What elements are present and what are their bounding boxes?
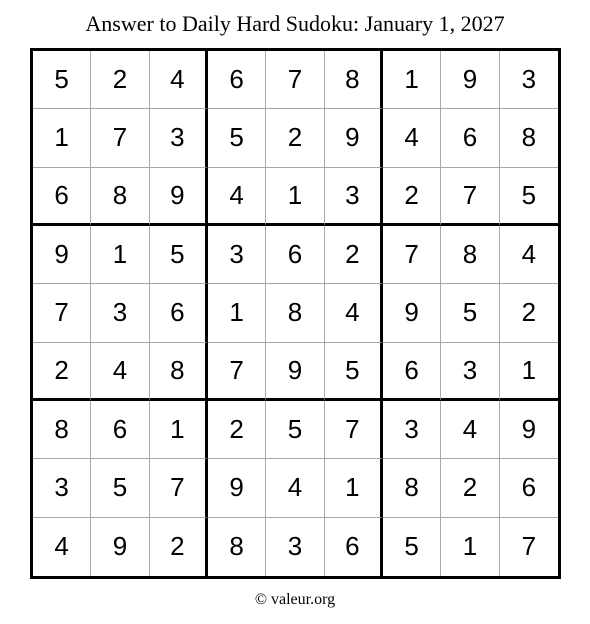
sudoku-cell-r8c8: 2 bbox=[441, 459, 499, 517]
sudoku-cell-r8c3: 7 bbox=[150, 459, 208, 517]
sudoku-cell-r5c5: 8 bbox=[266, 284, 324, 342]
sudoku-cell-r1c1: 5 bbox=[33, 51, 91, 109]
sudoku-cell-r8c2: 5 bbox=[91, 459, 149, 517]
sudoku-cell-r9c5: 3 bbox=[266, 518, 324, 576]
sudoku-cell-r2c9: 8 bbox=[500, 109, 558, 167]
sudoku-cell-r6c2: 4 bbox=[91, 343, 149, 401]
sudoku-cell-r2c7: 4 bbox=[383, 109, 441, 167]
sudoku-cell-r4c5: 6 bbox=[266, 226, 324, 284]
sudoku-cell-r3c6: 3 bbox=[325, 168, 383, 226]
sudoku-cell-r5c4: 1 bbox=[208, 284, 266, 342]
sudoku-cell-r5c6: 4 bbox=[325, 284, 383, 342]
sudoku-cell-r9c2: 9 bbox=[91, 518, 149, 576]
sudoku-cell-r4c8: 8 bbox=[441, 226, 499, 284]
sudoku-cell-r1c9: 3 bbox=[500, 51, 558, 109]
sudoku-cell-r8c4: 9 bbox=[208, 459, 266, 517]
sudoku-cell-r6c7: 6 bbox=[383, 343, 441, 401]
puzzle-title: Answer to Daily Hard Sudoku: January 1, 2027 bbox=[85, 11, 505, 36]
sudoku-cell-r5c8: 5 bbox=[441, 284, 499, 342]
sudoku-cell-r2c6: 9 bbox=[325, 109, 383, 167]
sudoku-cell-r4c4: 3 bbox=[208, 226, 266, 284]
sudoku-cell-r2c3: 3 bbox=[150, 109, 208, 167]
sudoku-cell-r6c5: 9 bbox=[266, 343, 324, 401]
sudoku-cell-r3c5: 1 bbox=[266, 168, 324, 226]
sudoku-cell-r3c2: 8 bbox=[91, 168, 149, 226]
sudoku-cell-r3c8: 7 bbox=[441, 168, 499, 226]
sudoku-cell-r6c6: 5 bbox=[325, 343, 383, 401]
sudoku-cell-r2c8: 6 bbox=[441, 109, 499, 167]
sudoku-cell-r1c3: 4 bbox=[150, 51, 208, 109]
copyright-footer: © valeur.org bbox=[254, 591, 336, 608]
sudoku-cell-r7c4: 2 bbox=[208, 401, 266, 459]
sudoku-cell-r1c5: 7 bbox=[266, 51, 324, 109]
sudoku-cell-r1c7: 1 bbox=[383, 51, 441, 109]
sudoku-cell-r5c9: 2 bbox=[500, 284, 558, 342]
sudoku-cell-r5c2: 3 bbox=[91, 284, 149, 342]
sudoku-cell-r3c9: 5 bbox=[500, 168, 558, 226]
sudoku-cell-r7c6: 7 bbox=[325, 401, 383, 459]
sudoku-cell-r6c8: 3 bbox=[441, 343, 499, 401]
sudoku-cell-r8c7: 8 bbox=[383, 459, 441, 517]
sudoku-cell-r1c2: 2 bbox=[91, 51, 149, 109]
sudoku-cell-r4c1: 9 bbox=[33, 226, 91, 284]
sudoku-cell-r8c9: 6 bbox=[500, 459, 558, 517]
sudoku-cell-r3c7: 2 bbox=[383, 168, 441, 226]
sudoku-cell-r9c7: 5 bbox=[383, 518, 441, 576]
sudoku-cell-r3c1: 6 bbox=[33, 168, 91, 226]
sudoku-cell-r9c1: 4 bbox=[33, 518, 91, 576]
sudoku-cell-r6c1: 2 bbox=[33, 343, 91, 401]
sudoku-cell-r9c8: 1 bbox=[441, 518, 499, 576]
sudoku-cell-r2c4: 5 bbox=[208, 109, 266, 167]
sudoku-cell-r7c3: 1 bbox=[150, 401, 208, 459]
sudoku-cell-r7c9: 9 bbox=[500, 401, 558, 459]
sudoku-cell-r7c1: 8 bbox=[33, 401, 91, 459]
sudoku-cell-r9c4: 8 bbox=[208, 518, 266, 576]
sudoku-cell-r9c3: 2 bbox=[150, 518, 208, 576]
sudoku-cell-r8c5: 4 bbox=[266, 459, 324, 517]
sudoku-cell-r4c6: 2 bbox=[325, 226, 383, 284]
sudoku-cell-r9c6: 6 bbox=[325, 518, 383, 576]
sudoku-cell-r4c9: 4 bbox=[500, 226, 558, 284]
sudoku-cell-r2c5: 2 bbox=[266, 109, 324, 167]
sudoku-cell-r7c7: 3 bbox=[383, 401, 441, 459]
sudoku-cell-r8c6: 1 bbox=[325, 459, 383, 517]
sudoku-cell-r6c9: 1 bbox=[500, 343, 558, 401]
sudoku-board bbox=[30, 48, 561, 579]
sudoku-cell-r8c1: 3 bbox=[33, 459, 91, 517]
sudoku-cell-r3c3: 9 bbox=[150, 168, 208, 226]
sudoku-cell-r4c7: 7 bbox=[383, 226, 441, 284]
sudoku-cell-r6c4: 7 bbox=[208, 343, 266, 401]
sudoku-cell-r7c5: 5 bbox=[266, 401, 324, 459]
sudoku-cell-r2c1: 1 bbox=[33, 109, 91, 167]
sudoku-cell-r4c2: 1 bbox=[91, 226, 149, 284]
sudoku-cell-r2c2: 7 bbox=[91, 109, 149, 167]
sudoku-cell-r7c8: 4 bbox=[441, 401, 499, 459]
sudoku-cell-r9c9: 7 bbox=[521, 531, 537, 562]
sudoku-cell-r6c3: 8 bbox=[150, 343, 208, 401]
sudoku-cell-r5c7: 9 bbox=[383, 284, 441, 342]
sudoku-cell-r5c1: 7 bbox=[33, 284, 91, 342]
sudoku-cell-r4c3: 5 bbox=[150, 226, 208, 284]
sudoku-cell-r1c8: 9 bbox=[441, 51, 499, 109]
sudoku-cell-r1c4: 6 bbox=[208, 51, 266, 109]
sudoku-cell-r1c6: 8 bbox=[325, 51, 383, 109]
sudoku-cell-r3c4: 4 bbox=[208, 168, 266, 226]
sudoku-cell-r7c2: 6 bbox=[91, 401, 149, 459]
sudoku-cell-r5c3: 6 bbox=[150, 284, 208, 342]
